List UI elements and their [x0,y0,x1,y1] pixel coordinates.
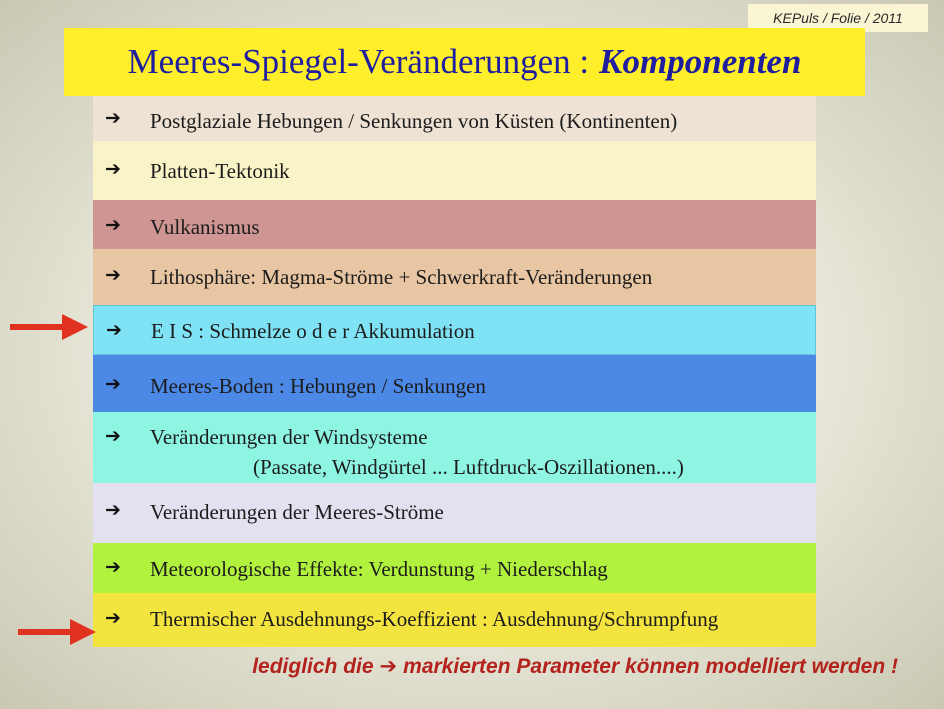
list-item [93,543,816,593]
list-item [93,96,816,141]
red-marker-arrow-icon [16,614,98,650]
list-item-text: Postglaziale Hebungen / Senkungen von Küsten (Kontinenten) [150,109,678,133]
arrow-icon: ➔ [105,264,121,286]
list-item-text: E I S : Schmelze o d e r Akkumulation [151,319,475,343]
list-item [93,249,816,305]
footer-text-before: lediglich die [252,655,374,678]
arrow-icon: ➔ [106,319,122,341]
arrow-icon: ➔ [105,499,121,521]
arrow-icon: ➔ [105,556,121,578]
footer-note [0,654,944,679]
list-item-text: Thermischer Ausdehnungs-Koeffizient : Ausdehnung/Schrumpfung [150,607,719,631]
footer-arrow-icon: ➔ [379,654,398,678]
arrow-icon: ➔ [105,607,121,629]
list-item-text: Lithosphäre: Magma-Ströme + Schwerkraft-Veränderungen [150,265,653,289]
list-item-text: Veränderungen der Meeres-Ströme [150,500,444,524]
component-list [93,96,816,647]
list-item-marked [93,305,816,355]
red-marker-arrow-shape [10,314,88,340]
slide-tag: KEPuls / Folie / 2011 [748,4,928,32]
list-item-subtext: (Passate, Windgürtel ... Luftdruck-Oszillationen....) [253,455,684,479]
title-emphasis: Komponenten [599,42,802,81]
list-item-text: Veränderungen der Windsysteme [150,425,428,449]
list-item-text: Meteorologische Effekte: Verdunstung + Niederschlag [150,557,608,581]
list-item [93,200,816,249]
arrow-icon: ➔ [105,107,121,129]
list-item [93,355,816,412]
title-main: Meeres-Spiegel-Veränderungen : [127,42,590,81]
arrow-icon: ➔ [105,425,121,447]
arrow-icon: ➔ [105,158,121,180]
list-item-text: Meeres-Boden : Hebungen / Senkungen [150,374,486,398]
list-item-text: Vulkanismus [150,215,260,239]
list-item-marked [93,593,816,647]
footer-text-after: markierten Parameter können modelliert werden ! [403,655,898,678]
list-item [93,412,816,483]
arrow-icon: ➔ [105,373,121,395]
slide-title [64,28,865,96]
red-marker-arrow-icon [8,309,90,345]
list-item [93,141,816,200]
list-item [93,483,816,543]
list-item-text: Platten-Tektonik [150,159,290,183]
arrow-icon: ➔ [105,214,121,236]
red-marker-arrow-shape [18,619,96,645]
